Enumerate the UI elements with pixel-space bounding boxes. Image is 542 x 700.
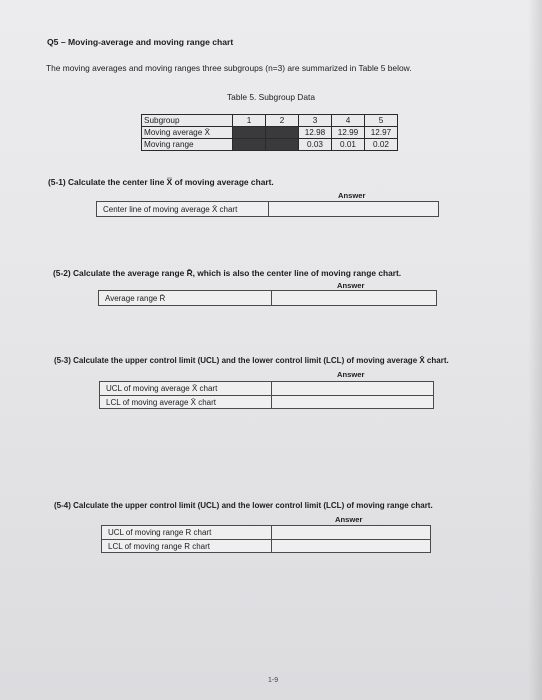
answer-row [102,526,430,539]
answer-table-5-1 [96,201,439,217]
table-row [142,139,398,151]
answer-header: Answer [335,515,363,524]
table-cell: 0.03 [299,139,332,151]
table-cell: 0.01 [332,139,365,151]
table-cell: Moving range [142,139,233,151]
answer-header: Answer [337,281,365,290]
table-cell: 4 [332,115,365,127]
subgroup-data-table [141,114,398,151]
answer-row-label: UCL of moving average X̄ chart [100,382,272,395]
shaded-cell [266,127,299,139]
table-cell: Subgroup [142,115,233,127]
table-row [142,115,398,127]
answer-row [100,395,433,409]
answer-input-cell[interactable] [272,540,430,553]
answer-input-cell[interactable] [269,202,438,216]
question-title: Q5 – Moving-average and moving range chart [47,37,234,47]
answer-row-label: LCL of moving average X̄ chart [100,396,272,409]
table-cell: 5 [365,115,398,127]
shaded-cell [266,139,299,151]
answer-input-cell[interactable] [272,396,433,409]
table-cell: 0.02 [365,139,398,151]
answer-row-label: LCL of moving range R chart [102,540,272,553]
answer-input-cell[interactable] [272,382,433,395]
part-5-4-prompt: (5-4) Calculate the upper control limit (UCL) and the lower control limit (LCL) of moving range chart. [54,501,433,510]
table-row [142,127,398,139]
answer-input-cell[interactable] [272,291,436,305]
answer-table-5-3 [99,381,434,409]
part-5-3-prompt: (5-3) Calculate the upper control limit (UCL) and the lower control limit (LCL) of moving average X̄ chart. [54,356,449,365]
answer-header: Answer [337,370,365,379]
answer-row-label: Center line of moving average X̄ chart [97,202,269,216]
table-cell: 12.97 [365,127,398,139]
answer-row-label: Average range R̄ [99,291,272,305]
question-intro: The moving averages and moving ranges three subgroups (n=3) are summarized in Table 5 below. [46,63,412,73]
part-5-2-prompt: (5-2) Calculate the average range R̄, which is also the center line of moving range chart. [53,268,402,278]
shaded-cell [233,127,266,139]
table-caption: Table 5. Subgroup Data [227,92,315,102]
table-cell: 1 [233,115,266,127]
table-cell: 3 [299,115,332,127]
part-5-1-prompt: (5-1) Calculate the center line X̿ of moving average chart. [48,177,274,187]
answer-header: Answer [338,191,366,200]
answer-row [100,382,433,395]
table-cell: 12.99 [332,127,365,139]
table-cell: Moving average X̄ [142,127,233,139]
table-cell: 12.98 [299,127,332,139]
answer-row-label: UCL of moving range R chart [102,526,272,539]
page-edge-shadow [528,0,542,700]
answer-table-5-4 [101,525,431,553]
answer-table-5-2 [98,290,437,306]
answer-input-cell[interactable] [272,526,430,539]
page-number: 1-9 [268,677,279,684]
shaded-cell [233,139,266,151]
table-cell: 2 [266,115,299,127]
answer-row [102,539,430,553]
